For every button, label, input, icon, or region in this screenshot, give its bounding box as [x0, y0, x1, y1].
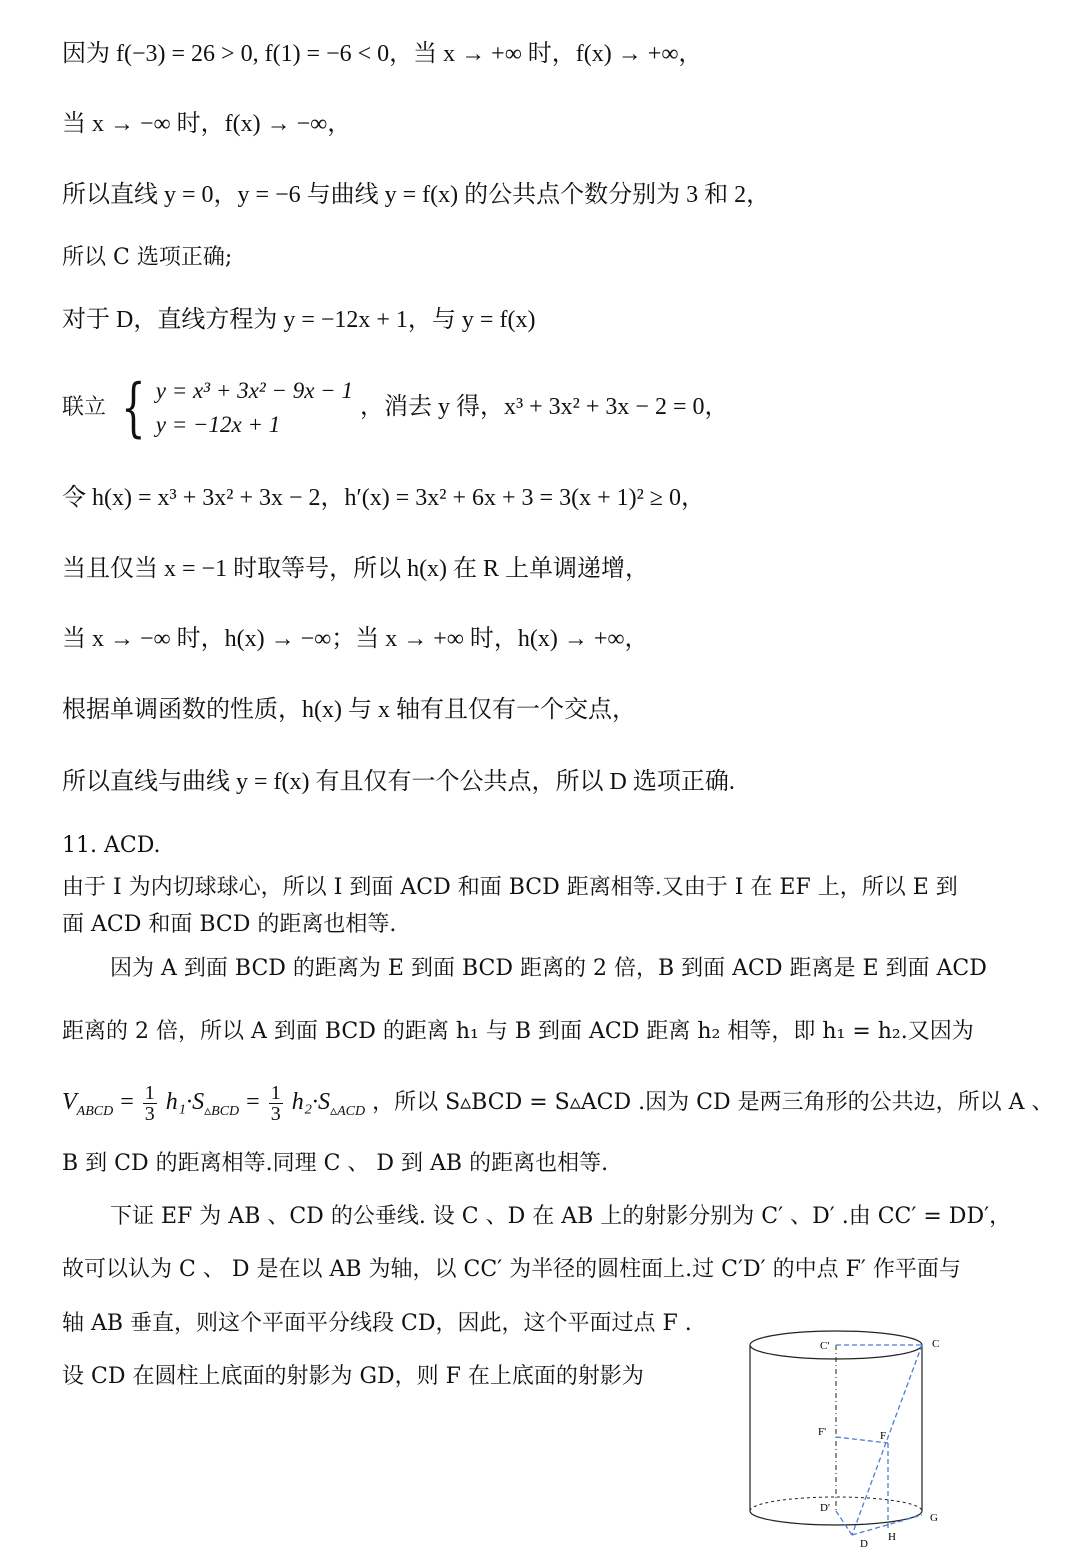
system-equation-2: y = −12x + 1 [155, 412, 281, 437]
text-line-1: 因为 f(−3) = 26 > 0, f(1) = −6 < 0，当 x → +∞ 时，f(x) → +∞， [62, 41, 703, 67]
text-line-10: 根据单调函数的性质，h(x) 与 x 轴有且仅有一个交点， [62, 697, 636, 723]
system-suffix: ，消去 y 得，x³ + 3x² + 3x − 2 = 0， [359, 394, 729, 420]
text-line-18: B 到 CD 的距离相等.同理 C 、 D 到 AB 的距离也相等. [62, 1151, 609, 1176]
text-line-22: 设 CD 在圆柱上底面的射影为 GD，则 F 在上底面的射影为 [62, 1364, 644, 1389]
text-line-2: 当 x → −∞ 时，f(x) → −∞， [62, 111, 352, 137]
equals-sign-1: = [120, 1089, 134, 1115]
label-c: C [932, 1338, 940, 1350]
label-f-prime: F' [818, 1426, 827, 1438]
text-line-11: 所以直线与曲线 y = f(x) 有且仅有一个公共点，所以 D 选项正确. [62, 769, 735, 795]
text-line-9: 当 x → −∞ 时，h(x) → −∞；当 x → +∞ 时，h(x) → +∞， [62, 626, 649, 652]
text-line-4: 所以 C 选项正确; [62, 245, 233, 270]
text-line-21: 轴 AB 垂直，则这个平面平分线段 CD，因此，这个平面过点 F . [62, 1311, 692, 1336]
volume-formula-line [62, 1076, 1053, 1138]
left-brace-icon: { [121, 371, 146, 445]
system-prefix: 联立 [62, 395, 107, 420]
cylinder-bottom-front [750, 1511, 922, 1525]
text-line-7: 令 h(x) = x³ + 3x² + 3x − 2，h′(x) = 3x² + 6x + 3 = 3(x + 1)² ≥ 0， [62, 485, 705, 511]
label-d: D [860, 1538, 868, 1550]
fraction-one-third-1: $\frac{1}{3}$ [144, 1081, 155, 1125]
text-line-8: 当且仅当 x = −1 时取等号，所以 h(x) 在 R 上单调递增， [62, 556, 650, 582]
label-c-prime: C' [820, 1340, 830, 1352]
fraction-one-third-2: $\frac{1}{3}$ [270, 1081, 281, 1125]
equation-system-lines [156, 374, 353, 442]
label-d-prime: D' [820, 1502, 830, 1514]
answer-heading: 11. ACD. [62, 833, 161, 858]
term-h2-s: $h_2\cdot S_{▵ACD}$ [291, 1089, 366, 1119]
text-line-16: 距离的 2 倍，所以 A 到面 BCD 的距离 h₁ 与 B 到面 ACD 距离 h₂ 相等，即 h₁ = h₂.又因为 [62, 1019, 974, 1044]
text-line-19: 下证 EF 为 AB 、CD 的公垂线. 设 C 、D 在 AB 上的射影分别为 C′ 、D′ .由 CC′ = DD′， [110, 1204, 1012, 1229]
text-line-14: 面 ACD 和面 BCD 的距离也相等. [62, 912, 397, 937]
text-line-5: 对于 D，直线方程为 y = −12x + 1，与 y = f(x) [62, 307, 536, 333]
segment-d-prime-d [836, 1511, 852, 1535]
volume-formula-suffix: ，所以 S▵BCD = S▵ACD .因为 CD 是两三角形的公共边，所以 A 、 [372, 1090, 1054, 1115]
text-line-6 [62, 372, 728, 443]
cylinder-diagram [740, 1325, 950, 1555]
text-line-20: 故可以认为 C 、 D 是在以 AB 为轴，以 CC′ 为半径的圆柱面上.过 C′D′ 的中点 F′ 作平面与 [62, 1257, 961, 1282]
system-equation-1: y = x³ + 3x² − 9x − 1 [155, 378, 353, 403]
text-line-15: 因为 A 到面 BCD 的距离为 E 到面 BCD 距离的 2 倍，B 到面 ACD 距离是 E 到面 ACD [110, 956, 987, 981]
label-f: F [880, 1430, 887, 1442]
equation-system [113, 371, 353, 445]
term-h1-s: $h_1\cdot S_{▵BCD}$ [165, 1089, 240, 1119]
text-line-3: 所以直线 y = 0，y = −6 与曲线 y = f(x) 的公共点个数分别为 3 和 2， [62, 182, 771, 208]
text-line-13: 由于 I 为内切球球心，所以 I 到面 ACD 和面 BCD 距离相等.又由于 I 在 EF 上，所以 E 到 [62, 875, 958, 900]
equals-sign-2: = [246, 1089, 260, 1115]
label-h: H [888, 1531, 896, 1543]
label-g: G [930, 1512, 938, 1524]
volume-symbol: $V_{ABCD}$ [62, 1089, 114, 1119]
